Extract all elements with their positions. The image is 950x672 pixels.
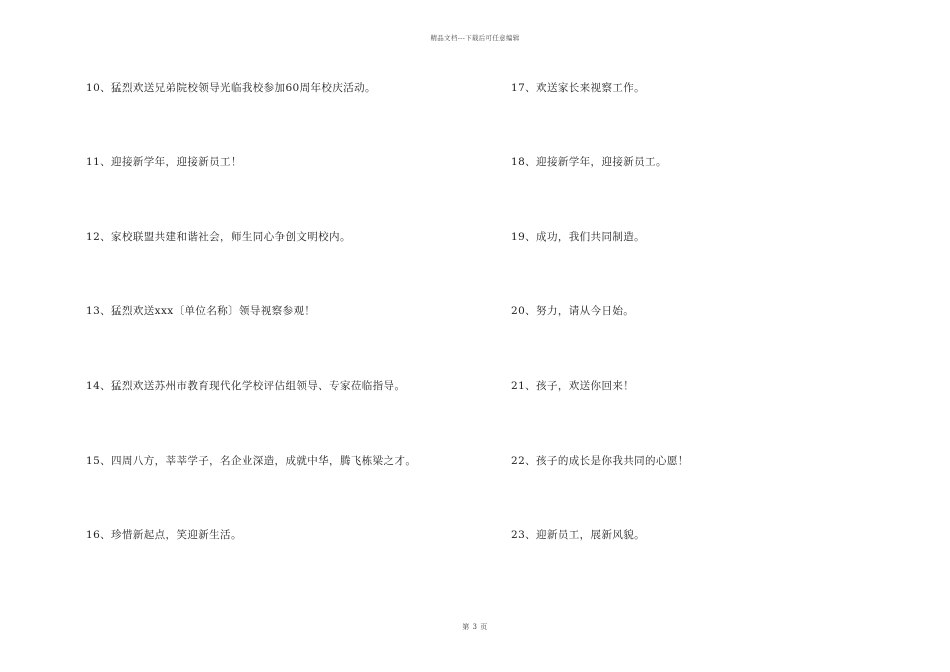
- slogan-item-13: 13、猛烈欢送xxx〔单位名称〕领导视察参观！: [86, 305, 316, 317]
- slogan-item-15: 15、四周八方，莘莘学子，名企业深造，成就中华，腾飞栋梁之才。: [86, 455, 417, 467]
- slogan-item-17: 17、欢送家长来视察工作。: [511, 82, 646, 94]
- slogan-item-20: 20、努力，请从今日始。: [511, 305, 635, 317]
- slogan-item-19: 19、成功，我们共同制造。: [511, 231, 646, 243]
- slogan-item-22: 22、孩子的成长是你我共同的心愿！: [511, 455, 689, 467]
- page-header: 精品文档---下载后可任意编辑: [430, 34, 520, 42]
- page-number: 第 3 页: [462, 623, 488, 631]
- slogan-item-23: 23、迎新员工，展新风貌。: [511, 529, 646, 541]
- slogan-item-16: 16、珍惜新起点，笑迎新生活。: [86, 529, 242, 541]
- slogan-item-10: 10、猛烈欢送兄弟院校领导光临我校参加60周年校庆活动。: [86, 82, 376, 94]
- slogan-item-12: 12、家校联盟共建和谐社会，师生同心争创文明校内。: [86, 231, 351, 243]
- slogan-item-14: 14、猛烈欢送苏州市教育现代化学校评估组领导、专家莅临指导。: [86, 380, 406, 392]
- slogan-item-21: 21、孩子，欢送你回来！: [511, 380, 635, 392]
- slogan-item-18: 18、迎接新学年，迎接新员工。: [511, 156, 667, 168]
- slogan-item-11: 11、迎接新学年，迎接新员工！: [86, 156, 242, 168]
